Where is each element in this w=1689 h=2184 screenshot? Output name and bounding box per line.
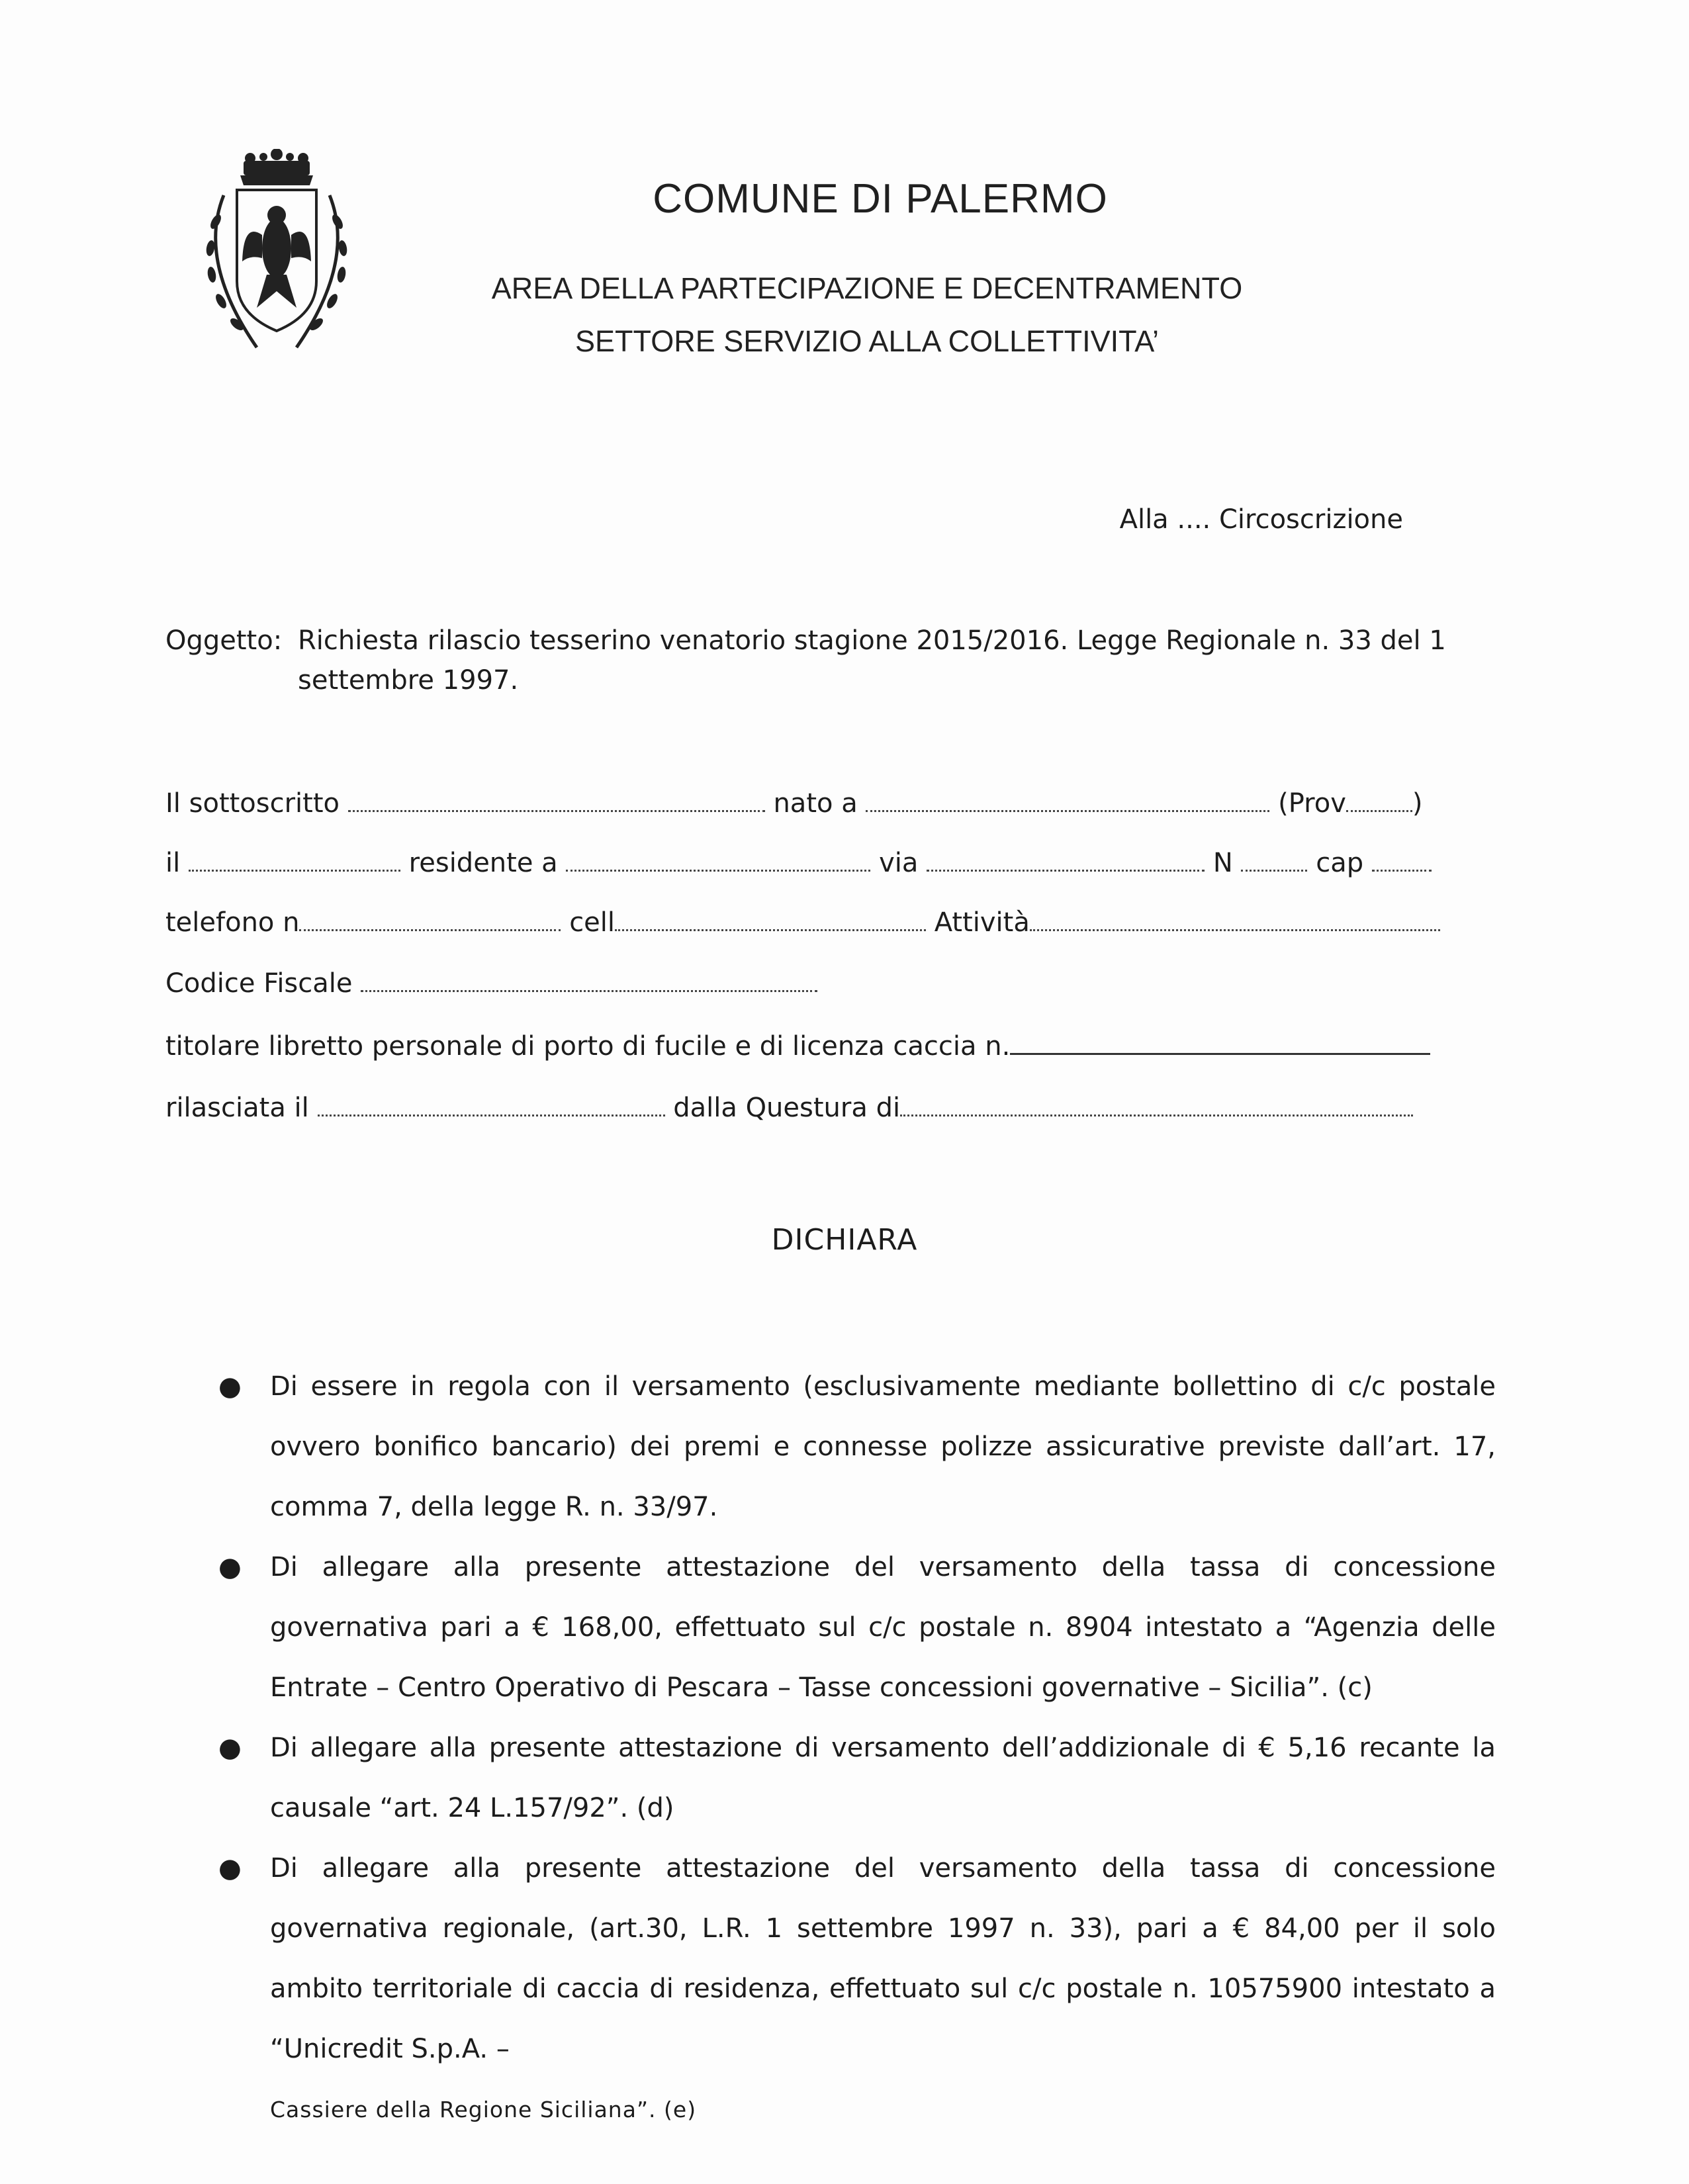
list-item-text: Di allegare alla presente attestazione del versamento della tassa di concessione governativa regionale, (art.30, L.R. 1 settembre 1997 n. 33), pari a € 84,00 per il solo ambito territoriale di caccia di residenza, effettuato sul c/c postale n. 10575900 intestato a “Unicredit S.p.A. – bbox=[270, 1853, 1496, 2064]
bullet-icon: ● bbox=[218, 1552, 242, 1582]
field-number[interactable] bbox=[1241, 847, 1307, 872]
field-fiscal-code[interactable] bbox=[361, 968, 817, 992]
field-cap[interactable] bbox=[1372, 847, 1432, 872]
label-titolare: titolare libretto personale di porto di fucile e di licenza caccia n. bbox=[165, 1031, 1011, 1062]
field-name[interactable] bbox=[348, 788, 765, 812]
label-sottoscritto: Il sottoscritto bbox=[165, 788, 340, 819]
label-codice-fiscale: Codice Fiscale bbox=[165, 968, 353, 999]
bullet-icon: ● bbox=[218, 1853, 242, 1884]
field-birthdate[interactable] bbox=[189, 847, 400, 872]
field-birthplace[interactable] bbox=[866, 788, 1269, 812]
field-street[interactable] bbox=[927, 847, 1205, 872]
form-line-name bbox=[165, 788, 1489, 819]
list-item-text: Di allegare alla presente attestazione di versamento dell’addizionale di € 5,16 recante la causale “art. 24 L.157/92”. (d) bbox=[270, 1733, 1496, 1823]
declare-heading: DICHIARA bbox=[771, 1223, 918, 1257]
label-nato: nato a bbox=[773, 788, 858, 819]
field-phone[interactable] bbox=[299, 907, 561, 931]
bullet-icon: ● bbox=[218, 1371, 242, 1402]
list-item-tail: Cassiere della Regione Siciliana”. (e) bbox=[270, 2097, 697, 2122]
field-residence[interactable] bbox=[566, 847, 870, 872]
label-attivita: Attività bbox=[934, 907, 1030, 938]
label-cell: cell bbox=[569, 907, 616, 938]
field-prov[interactable] bbox=[1346, 788, 1412, 812]
list-item bbox=[218, 1357, 1496, 1537]
header-area: AREA DELLA PARTECIPAZIONE E DECENTRAMENTO bbox=[491, 271, 1243, 305]
field-questura[interactable] bbox=[900, 1092, 1413, 1116]
addressee: Alla .... Circoscrizione bbox=[1119, 504, 1403, 535]
form-line-issued bbox=[165, 1092, 1489, 1123]
palermo-coat-of-arms-icon bbox=[177, 149, 376, 367]
subject-label: Oggetto: bbox=[165, 625, 283, 656]
field-activity[interactable] bbox=[1030, 907, 1440, 931]
label-prov: (Prov bbox=[1278, 788, 1346, 819]
field-license-number[interactable] bbox=[1010, 1029, 1430, 1055]
subject-block bbox=[165, 621, 1489, 700]
subject-line-2: settembre 1997. bbox=[298, 665, 519, 696]
label-n: N bbox=[1212, 848, 1233, 878]
label-via: via bbox=[879, 848, 919, 878]
page-title: COMUNE DI PALERMO bbox=[653, 176, 1108, 222]
list-item-text: Di essere in regola con il versamento (esclusivamente mediante bollettino di c/c postale ovvero bonifico bancario) dei premi e connesse polizze assicurative previste dall’art. 17, comma 7, della legge R. n. 33/97. bbox=[270, 1371, 1496, 1522]
list-item bbox=[218, 1718, 1496, 1839]
label-rilasciata: rilasciata il bbox=[165, 1093, 309, 1123]
declaration-list bbox=[218, 1357, 1496, 2140]
form-line-fiscal-code bbox=[165, 968, 1489, 999]
label-telefono: telefono n bbox=[165, 907, 300, 938]
list-item-text: Di allegare alla presente attestazione del versamento della tassa di concessione governativa pari a € 168,00, effettuato sul c/c postale n. 8904 intestato a “Agenzia delle Entrate – Centro Operativo di Pescara – Tasse concessioni governative – Sicilia”. (c) bbox=[270, 1552, 1496, 1703]
label-il: il bbox=[165, 848, 181, 878]
bullet-icon: ● bbox=[218, 1733, 242, 1763]
subject-line-1: Richiesta rilascio tesserino venatorio stagione 2015/2016. Legge Regionale n. 33 del 1 bbox=[298, 625, 1446, 656]
label-prov-close: ) bbox=[1412, 788, 1423, 819]
field-issue-date[interactable] bbox=[318, 1092, 665, 1116]
list-item bbox=[218, 1537, 1496, 1718]
field-cell[interactable] bbox=[615, 907, 926, 931]
label-cap: cap bbox=[1316, 848, 1364, 878]
label-residente: residente a bbox=[408, 848, 558, 878]
form-line-contacts bbox=[165, 907, 1489, 938]
label-questura: dalla Questura di bbox=[673, 1093, 901, 1123]
header-sector: SETTORE SERVIZIO ALLA COLLETTIVITA’ bbox=[575, 324, 1159, 358]
form-line-license bbox=[165, 1029, 1489, 1062]
form-line-residence bbox=[165, 847, 1489, 878]
list-item bbox=[218, 1839, 1496, 2140]
